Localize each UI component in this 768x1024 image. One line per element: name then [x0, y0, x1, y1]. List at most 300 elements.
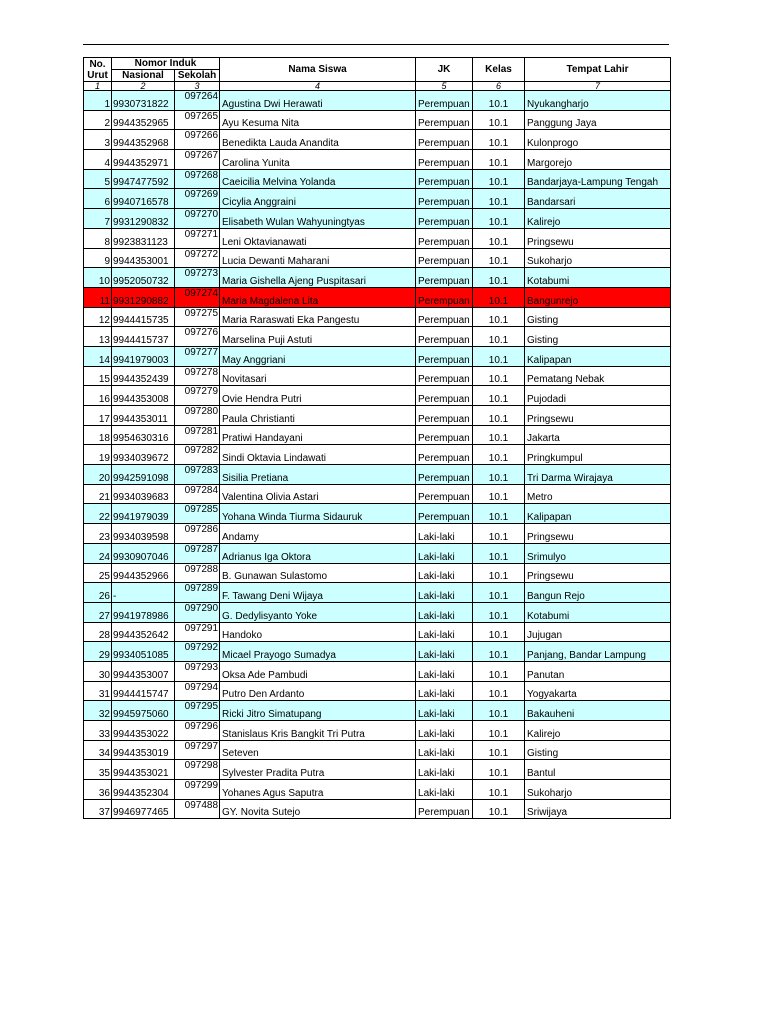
gender-cell: Laki-laki — [416, 780, 473, 800]
nis-cell: 097299 — [175, 780, 220, 800]
nis-cell: 097277 — [175, 346, 220, 366]
gender-cell: Perempuan — [416, 91, 473, 111]
class-cell: 10.1 — [473, 543, 525, 563]
row-number: 23 — [84, 524, 112, 544]
column-number: 6 — [473, 82, 525, 91]
gender-cell: Perempuan — [416, 406, 473, 426]
class-cell: 10.1 — [473, 228, 525, 248]
table-row — [84, 622, 671, 642]
row-number: 34 — [84, 740, 112, 760]
row-number: 28 — [84, 622, 112, 642]
table-row — [84, 701, 671, 721]
nisn-cell: 9952050732 — [112, 268, 175, 288]
student-name: Carolina Yunita — [220, 150, 416, 170]
birthplace-cell: Sriwijaya — [525, 799, 671, 819]
table-row — [84, 760, 671, 780]
nisn-cell: - — [112, 583, 175, 603]
nis-cell: 097287 — [175, 543, 220, 563]
table-row — [84, 130, 671, 150]
nis-cell: 097290 — [175, 602, 220, 622]
student-name: Sindi Oktavia Lindawati — [220, 445, 416, 465]
table-row — [84, 740, 671, 760]
column-number: 2 — [112, 82, 175, 91]
class-cell: 10.1 — [473, 661, 525, 681]
nisn-cell: 9947477592 — [112, 169, 175, 189]
student-name: Sylvester Pradita Putra — [220, 760, 416, 780]
birthplace-cell: Gisting — [525, 307, 671, 327]
gender-cell: Laki-laki — [416, 681, 473, 701]
nis-cell: 097273 — [175, 268, 220, 288]
header-no-urut — [84, 58, 112, 82]
student-name: Paula Christianti — [220, 406, 416, 426]
gender-cell: Laki-laki — [416, 661, 473, 681]
table-row — [84, 169, 671, 189]
table-row — [84, 563, 671, 583]
class-cell: 10.1 — [473, 346, 525, 366]
class-cell: 10.1 — [473, 366, 525, 386]
header-row-1 — [84, 58, 671, 70]
student-name: G. Dedylisyanto Yoke — [220, 602, 416, 622]
birthplace-cell: Pringkumpul — [525, 445, 671, 465]
row-number: 19 — [84, 445, 112, 465]
birthplace-cell: Sukoharjo — [525, 780, 671, 800]
gender-cell: Perempuan — [416, 209, 473, 229]
student-name: Marselina Puji Astuti — [220, 327, 416, 347]
nisn-cell: 9923831123 — [112, 228, 175, 248]
student-name: Ricki Jitro Simatupang — [220, 701, 416, 721]
birthplace-cell: Panjang, Bandar Lampung — [525, 642, 671, 662]
gender-cell: Laki-laki — [416, 642, 473, 662]
student-name: Oksa Ade Pambudi — [220, 661, 416, 681]
column-number-row — [84, 82, 671, 91]
nis-cell: 097295 — [175, 701, 220, 721]
class-cell: 10.1 — [473, 465, 525, 485]
student-name: Valentina Olivia Astari — [220, 484, 416, 504]
nis-cell: 097280 — [175, 406, 220, 426]
nisn-cell: 9944352971 — [112, 150, 175, 170]
student-name: Maria Magdalena Lita — [220, 287, 416, 307]
gender-cell: Perempuan — [416, 799, 473, 819]
gender-cell: Perempuan — [416, 445, 473, 465]
gender-cell: Perempuan — [416, 484, 473, 504]
student-name: Micael Prayogo Sumadya — [220, 642, 416, 662]
birthplace-cell: Nyukangharjo — [525, 91, 671, 111]
nis-cell: 097296 — [175, 721, 220, 741]
gender-cell: Perempuan — [416, 228, 473, 248]
header-urut-label: Urut — [87, 69, 108, 81]
nisn-cell: 9944352439 — [112, 366, 175, 386]
nis-cell: 097270 — [175, 209, 220, 229]
nisn-cell: 9934039672 — [112, 445, 175, 465]
birthplace-cell: Tri Darma Wirajaya — [525, 465, 671, 485]
row-number: 5 — [84, 169, 112, 189]
birthplace-cell: Bangun Rejo — [525, 583, 671, 603]
nisn-cell: 9941979039 — [112, 504, 175, 524]
table-row — [84, 287, 671, 307]
class-cell: 10.1 — [473, 110, 525, 130]
class-cell: 10.1 — [473, 721, 525, 741]
row-number: 25 — [84, 563, 112, 583]
birthplace-cell: Kotabumi — [525, 268, 671, 288]
nis-cell: 097291 — [175, 622, 220, 642]
gender-cell: Perempuan — [416, 169, 473, 189]
class-cell: 10.1 — [473, 740, 525, 760]
row-number: 17 — [84, 406, 112, 426]
student-name: Seteven — [220, 740, 416, 760]
gender-cell: Laki-laki — [416, 760, 473, 780]
table-row — [84, 602, 671, 622]
nisn-cell: 9930907046 — [112, 543, 175, 563]
nis-cell: 097267 — [175, 150, 220, 170]
row-number: 9 — [84, 248, 112, 268]
nis-cell: 097279 — [175, 386, 220, 406]
row-number: 37 — [84, 799, 112, 819]
table-row — [84, 406, 671, 426]
header-jk: JK — [416, 58, 473, 82]
nisn-cell: 9944352966 — [112, 563, 175, 583]
class-cell: 10.1 — [473, 406, 525, 426]
birthplace-cell: Bandarsari — [525, 189, 671, 209]
column-number: 3 — [175, 82, 220, 91]
gender-cell: Perempuan — [416, 465, 473, 485]
row-number: 31 — [84, 681, 112, 701]
table-row — [84, 465, 671, 485]
nisn-cell: 9944353008 — [112, 386, 175, 406]
row-number: 18 — [84, 425, 112, 445]
row-number: 22 — [84, 504, 112, 524]
student-name: Ovie Hendra Putri — [220, 386, 416, 406]
nis-cell: 097281 — [175, 425, 220, 445]
table-row — [84, 150, 671, 170]
table-row — [84, 504, 671, 524]
row-number: 20 — [84, 465, 112, 485]
nisn-cell: 9944353022 — [112, 721, 175, 741]
nisn-cell: 9934051085 — [112, 642, 175, 662]
gender-cell: Laki-laki — [416, 524, 473, 544]
table-row — [84, 721, 671, 741]
nis-cell: 097266 — [175, 130, 220, 150]
row-number: 21 — [84, 484, 112, 504]
birthplace-cell: Bandarjaya-Lampung Tengah — [525, 169, 671, 189]
nis-cell: 097274 — [175, 287, 220, 307]
nis-cell: 097265 — [175, 110, 220, 130]
class-cell: 10.1 — [473, 642, 525, 662]
nis-cell: 097283 — [175, 465, 220, 485]
gender-cell: Perempuan — [416, 189, 473, 209]
nis-cell: 097292 — [175, 642, 220, 662]
column-number: 7 — [525, 82, 671, 91]
gender-cell: Laki-laki — [416, 583, 473, 603]
header-nama-siswa: Nama Siswa — [220, 58, 416, 82]
nis-cell: 097488 — [175, 799, 220, 819]
table-row — [84, 583, 671, 603]
nisn-cell: 9931290832 — [112, 209, 175, 229]
table-row — [84, 780, 671, 800]
class-cell: 10.1 — [473, 504, 525, 524]
header-nasional: Nasional — [112, 70, 175, 82]
student-name: Benedikta Lauda Anandita — [220, 130, 416, 150]
nisn-cell: 9944353007 — [112, 661, 175, 681]
nis-cell: 097282 — [175, 445, 220, 465]
gender-cell: Perempuan — [416, 307, 473, 327]
birthplace-cell: Metro — [525, 484, 671, 504]
birthplace-cell: Kulonprogo — [525, 130, 671, 150]
nisn-cell: 9944352304 — [112, 780, 175, 800]
nisn-cell: 9944353001 — [112, 248, 175, 268]
table-row — [84, 209, 671, 229]
row-number: 3 — [84, 130, 112, 150]
class-cell: 10.1 — [473, 287, 525, 307]
table-row — [84, 307, 671, 327]
student-name: Putro Den Ardanto — [220, 681, 416, 701]
student-roster-table — [83, 57, 671, 819]
table-row — [84, 228, 671, 248]
nis-cell: 097286 — [175, 524, 220, 544]
birthplace-cell: Pematang Nebak — [525, 366, 671, 386]
student-name: Yohanes Agus Saputra — [220, 780, 416, 800]
table-row — [84, 642, 671, 662]
class-cell: 10.1 — [473, 583, 525, 603]
table-row — [84, 110, 671, 130]
nisn-cell: 9944352965 — [112, 110, 175, 130]
birthplace-cell: Pringsewu — [525, 563, 671, 583]
class-cell: 10.1 — [473, 780, 525, 800]
nisn-cell: 9942591098 — [112, 465, 175, 485]
birthplace-cell: Kalipapan — [525, 504, 671, 524]
row-number: 8 — [84, 228, 112, 248]
student-name: Cicylia Anggraini — [220, 189, 416, 209]
gender-cell: Laki-laki — [416, 701, 473, 721]
table-row — [84, 661, 671, 681]
birthplace-cell: Pujodadi — [525, 386, 671, 406]
student-name: Agustina Dwi Herawati — [220, 91, 416, 111]
row-number: 16 — [84, 386, 112, 406]
student-name: May Anggriani — [220, 346, 416, 366]
birthplace-cell: Yogyakarta — [525, 681, 671, 701]
row-number: 24 — [84, 543, 112, 563]
row-number: 11 — [84, 287, 112, 307]
gender-cell: Perempuan — [416, 425, 473, 445]
student-name: Handoko — [220, 622, 416, 642]
birthplace-cell: Pringsewu — [525, 406, 671, 426]
gender-cell: Laki-laki — [416, 563, 473, 583]
class-cell: 10.1 — [473, 307, 525, 327]
table-row — [84, 681, 671, 701]
student-name: Maria Gishella Ajeng Puspitasari — [220, 268, 416, 288]
table-row — [84, 386, 671, 406]
row-number: 32 — [84, 701, 112, 721]
nis-cell: 097278 — [175, 366, 220, 386]
gender-cell: Perempuan — [416, 150, 473, 170]
gender-cell: Laki-laki — [416, 740, 473, 760]
nisn-cell: 9944352968 — [112, 130, 175, 150]
nis-cell: 097293 — [175, 661, 220, 681]
student-name: Ayu Kesuma Nita — [220, 110, 416, 130]
nis-cell: 097289 — [175, 583, 220, 603]
birthplace-cell: Pringsewu — [525, 524, 671, 544]
class-cell: 10.1 — [473, 425, 525, 445]
nis-cell: 097297 — [175, 740, 220, 760]
student-name: Maria Raraswati Eka Pangestu — [220, 307, 416, 327]
row-number: 1 — [84, 91, 112, 111]
nisn-cell: 9940716578 — [112, 189, 175, 209]
birthplace-cell: Gisting — [525, 327, 671, 347]
table-row — [84, 366, 671, 386]
nis-cell: 097264 — [175, 91, 220, 111]
row-number: 36 — [84, 780, 112, 800]
table-row — [84, 445, 671, 465]
nisn-cell: 9945975060 — [112, 701, 175, 721]
nis-cell: 097271 — [175, 228, 220, 248]
header-nomor-induk: Nomor Induk — [112, 58, 220, 70]
row-number: 7 — [84, 209, 112, 229]
class-cell: 10.1 — [473, 622, 525, 642]
birthplace-cell: Sukoharjo — [525, 248, 671, 268]
gender-cell: Perempuan — [416, 346, 473, 366]
birthplace-cell: Jujugan — [525, 622, 671, 642]
gender-cell: Perempuan — [416, 248, 473, 268]
class-cell: 10.1 — [473, 130, 525, 150]
row-number: 26 — [84, 583, 112, 603]
class-cell: 10.1 — [473, 760, 525, 780]
header-no-label: No. — [89, 58, 106, 70]
birthplace-cell: Bangunrejo — [525, 287, 671, 307]
row-number: 4 — [84, 150, 112, 170]
birthplace-cell: Panutan — [525, 661, 671, 681]
table-row — [84, 799, 671, 819]
student-name: Lucia Dewanti Maharani — [220, 248, 416, 268]
row-number: 27 — [84, 602, 112, 622]
class-cell: 10.1 — [473, 150, 525, 170]
nisn-cell: 9944415735 — [112, 307, 175, 327]
birthplace-cell: Srimulyo — [525, 543, 671, 563]
row-number: 6 — [84, 189, 112, 209]
row-number: 30 — [84, 661, 112, 681]
row-number: 14 — [84, 346, 112, 366]
table-row — [84, 524, 671, 544]
student-name: Novitasari — [220, 366, 416, 386]
birthplace-cell: Bakauheni — [525, 701, 671, 721]
top-rule — [83, 44, 669, 45]
column-number: 4 — [220, 82, 416, 91]
class-cell: 10.1 — [473, 268, 525, 288]
student-name: Leni Oktavianawati — [220, 228, 416, 248]
student-name: Andamy — [220, 524, 416, 544]
row-number: 33 — [84, 721, 112, 741]
student-name: Pratiwi Handayani — [220, 425, 416, 445]
row-number: 10 — [84, 268, 112, 288]
nisn-cell: 9931290882 — [112, 287, 175, 307]
student-name: Elisabeth Wulan Wahyuningtyas — [220, 209, 416, 229]
row-number: 12 — [84, 307, 112, 327]
nisn-cell: 9944353011 — [112, 406, 175, 426]
student-name: GY. Novita Sutejo — [220, 799, 416, 819]
table-row — [84, 484, 671, 504]
row-number: 35 — [84, 760, 112, 780]
nisn-cell: 9934039598 — [112, 524, 175, 544]
table-row — [84, 346, 671, 366]
nis-cell: 097272 — [175, 248, 220, 268]
nisn-cell: 9944353019 — [112, 740, 175, 760]
row-number: 15 — [84, 366, 112, 386]
table-row — [84, 425, 671, 445]
roster-body — [84, 91, 671, 819]
nis-cell: 097268 — [175, 169, 220, 189]
header-kelas: Kelas — [473, 58, 525, 82]
gender-cell: Perempuan — [416, 110, 473, 130]
birthplace-cell: Kotabumi — [525, 602, 671, 622]
class-cell: 10.1 — [473, 602, 525, 622]
birthplace-cell: Margorejo — [525, 150, 671, 170]
class-cell: 10.1 — [473, 524, 525, 544]
gender-cell: Perempuan — [416, 504, 473, 524]
student-name: Adrianus Iga Oktora — [220, 543, 416, 563]
student-name: F. Tawang Deni Wijaya — [220, 583, 416, 603]
class-cell: 10.1 — [473, 386, 525, 406]
header-sekolah: Sekolah — [175, 70, 220, 82]
student-name: B. Gunawan Sulastomo — [220, 563, 416, 583]
student-name: Sisilia Pretiana — [220, 465, 416, 485]
class-cell: 10.1 — [473, 91, 525, 111]
class-cell: 10.1 — [473, 189, 525, 209]
gender-cell: Laki-laki — [416, 602, 473, 622]
nisn-cell: 9934039683 — [112, 484, 175, 504]
column-number: 5 — [416, 82, 473, 91]
class-cell: 10.1 — [473, 209, 525, 229]
nis-cell: 097276 — [175, 327, 220, 347]
gender-cell: Perempuan — [416, 130, 473, 150]
nisn-cell: 9944415747 — [112, 681, 175, 701]
nisn-cell: 9944352642 — [112, 622, 175, 642]
nisn-cell: 9944353021 — [112, 760, 175, 780]
nis-cell: 097288 — [175, 563, 220, 583]
class-cell: 10.1 — [473, 445, 525, 465]
nis-cell: 097298 — [175, 760, 220, 780]
gender-cell: Laki-laki — [416, 543, 473, 563]
gender-cell: Perempuan — [416, 366, 473, 386]
table-row — [84, 543, 671, 563]
nis-cell: 097285 — [175, 504, 220, 524]
student-name: Caeicilia Melvina Yolanda — [220, 169, 416, 189]
nis-cell: 097275 — [175, 307, 220, 327]
birthplace-cell: Pringsewu — [525, 228, 671, 248]
nisn-cell: 9930731822 — [112, 91, 175, 111]
birthplace-cell: Kalipapan — [525, 346, 671, 366]
table-row — [84, 91, 671, 111]
birthplace-cell: Panggung Jaya — [525, 110, 671, 130]
nisn-cell: 9941979003 — [112, 346, 175, 366]
row-number: 29 — [84, 642, 112, 662]
class-cell: 10.1 — [473, 327, 525, 347]
nis-cell: 097284 — [175, 484, 220, 504]
nisn-cell: 9944415737 — [112, 327, 175, 347]
row-number: 13 — [84, 327, 112, 347]
nisn-cell: 9941978986 — [112, 602, 175, 622]
class-cell: 10.1 — [473, 248, 525, 268]
student-name: Yohana Winda Tiurma Sidauruk — [220, 504, 416, 524]
birthplace-cell: Jakarta — [525, 425, 671, 445]
class-cell: 10.1 — [473, 701, 525, 721]
student-name: Stanislaus Kris Bangkit Tri Putra — [220, 721, 416, 741]
table-row — [84, 189, 671, 209]
birthplace-cell: Bantul — [525, 760, 671, 780]
column-number: 1 — [84, 82, 112, 91]
nis-cell: 097269 — [175, 189, 220, 209]
row-number: 2 — [84, 110, 112, 130]
nis-cell: 097294 — [175, 681, 220, 701]
class-cell: 10.1 — [473, 563, 525, 583]
class-cell: 10.1 — [473, 681, 525, 701]
